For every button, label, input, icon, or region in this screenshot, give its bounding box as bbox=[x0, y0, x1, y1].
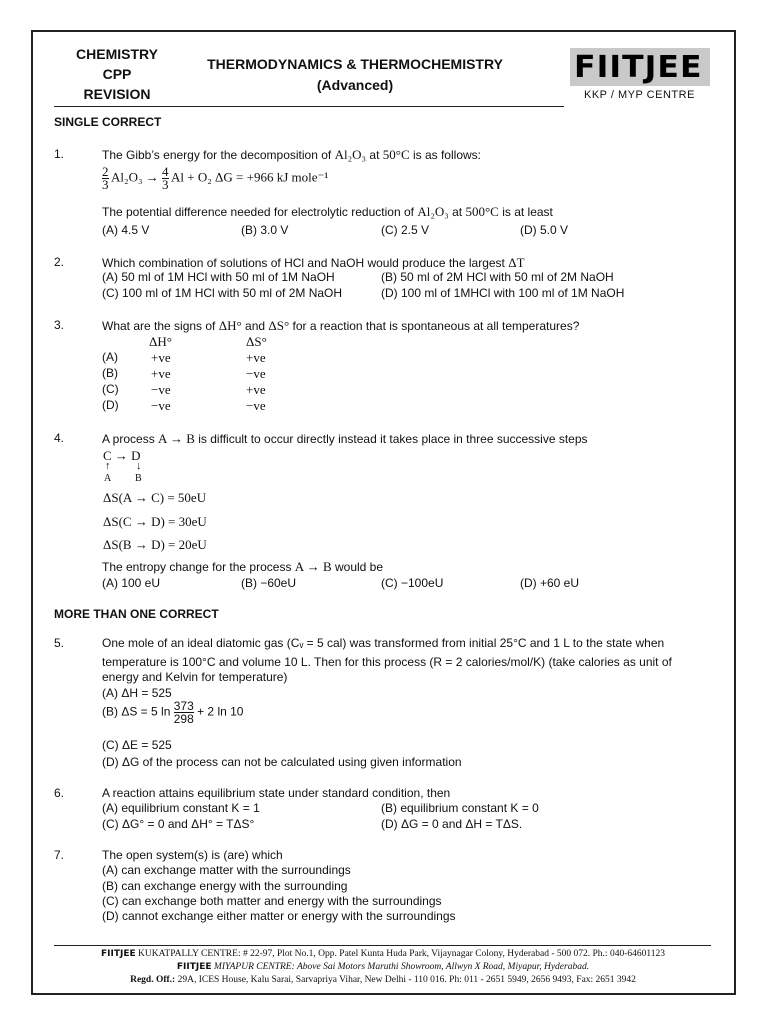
q3-row-c-s: +ve bbox=[246, 382, 266, 397]
q4-eq3: ΔS(B → D) = 20eU bbox=[103, 537, 207, 552]
q7-option-c: (C) can exchange both matter and energy with the surroundings bbox=[102, 894, 442, 908]
q1-eq-b: Al + O₂ ΔG = +966 kJ mole⁻¹ bbox=[171, 169, 329, 185]
footer-line3 bbox=[30, 975, 736, 985]
q7-text: The open system(s) is (are) which bbox=[102, 848, 283, 862]
header-divider bbox=[54, 106, 564, 107]
q5-text-b: was transformed from initial 25°C and 1 L to the state when bbox=[349, 636, 665, 650]
q1-text-c: is as follows: bbox=[412, 148, 481, 162]
q5-option-c: (C) ΔE = 525 bbox=[102, 738, 172, 752]
q4-line-c: would be bbox=[334, 560, 384, 574]
q4-text bbox=[102, 431, 588, 447]
q5-opt-b-post: + 2 ln 10 bbox=[197, 704, 244, 719]
header-title-line1: THERMODYNAMICS & THERMOCHEMISTRY bbox=[207, 56, 503, 72]
q5-option-b bbox=[102, 700, 243, 725]
q3-row-a-label: (A) bbox=[102, 350, 118, 364]
q3-row-d-h: −ve bbox=[151, 398, 171, 413]
q3-row-a-s: +ve bbox=[246, 350, 266, 365]
q1-line2-a: The potential difference needed for electrolytic reduction of bbox=[102, 205, 414, 219]
q3-col-ds: ΔS° bbox=[246, 334, 267, 349]
header-left-line3: REVISION bbox=[83, 86, 151, 102]
q2-option-d: (D) 100 ml of 1MHCl with 100 ml of 1M NaOH bbox=[381, 286, 625, 300]
q3-row-d-s: −ve bbox=[246, 398, 266, 413]
q7-option-b: (B) can exchange energy with the surrounding bbox=[102, 879, 348, 893]
centre-label: KKP / MYP CENTRE bbox=[584, 89, 695, 101]
q4-number: 4. bbox=[54, 431, 65, 445]
q1-equation bbox=[102, 166, 328, 191]
q4-option-d: (D) +60 eU bbox=[520, 576, 580, 590]
q3-text-b: for a reaction that is spontaneous at all temperatures? bbox=[292, 319, 580, 333]
q5-opt-b-pre: (B) ΔS = 5 ln bbox=[102, 704, 171, 719]
q4-line-a: The entropy change for the process bbox=[102, 560, 292, 574]
q1-option-a: (A) 4.5 V bbox=[102, 223, 150, 237]
footer-logo-1: FIITJEE bbox=[100, 949, 136, 959]
q2-text-a: Which combination of solutions of HCl and NaOH would produce the largest bbox=[102, 256, 505, 270]
q5-option-a: (A) ΔH = 525 bbox=[102, 686, 172, 700]
q1-line2-b: Al₂O₃ bbox=[417, 204, 449, 219]
q1-eq-a: Al₂O₃ → bbox=[111, 169, 162, 185]
q5-line2: temperature is 100°C and volume 10 L. Then for this process (R = 2 calories/mol/K) (take calories as unit of bbox=[102, 655, 672, 669]
header-title-line2: (Advanced) bbox=[316, 77, 394, 93]
q1-option-b: (B) 3.0 V bbox=[241, 223, 289, 237]
q6-text: A reaction attains equilibrium state under standard condition, then bbox=[102, 786, 451, 800]
section-single-correct: SINGLE CORRECT bbox=[54, 115, 162, 129]
header-title bbox=[185, 54, 525, 96]
q6-option-a: (A) equilibrium constant K = 1 bbox=[102, 801, 260, 815]
footer-line2-text: MIYAPUR CENTRE: Above Sai Motors Maruthi Showroom, Allwyn X Road, Miyapur, Hyderabad. bbox=[213, 962, 590, 972]
footer-line1 bbox=[30, 949, 736, 959]
q4-text-b: is difficult to occur directly instead it takes place in three successive steps bbox=[198, 432, 588, 446]
header-left-line1: CHEMISTRY bbox=[76, 46, 158, 62]
header-left bbox=[52, 44, 182, 104]
q7-option-d: (D) cannot exchange either matter or energy with the surroundings bbox=[102, 909, 456, 923]
footer-line2 bbox=[30, 962, 736, 972]
q4-up-arrow: ↑ bbox=[105, 460, 111, 472]
q3-row-d-label: (D) bbox=[102, 398, 119, 412]
q2-dt: ΔT bbox=[508, 255, 525, 270]
q4-label-b: B bbox=[135, 473, 142, 484]
q3-row-c-h: −ve bbox=[151, 382, 171, 397]
q3-text-a: What are the signs of bbox=[102, 319, 216, 333]
footer-logo-2: FIITJEE bbox=[176, 962, 212, 972]
q1-line2 bbox=[102, 204, 553, 220]
q4-text-a: A process bbox=[102, 432, 155, 446]
q3-number: 3. bbox=[54, 318, 65, 332]
q2-text bbox=[102, 255, 525, 271]
q2-option-b: (B) 50 ml of 2M HCl with 50 ml of 2M NaOH bbox=[381, 270, 614, 284]
footer-regd-label: Regd. Off.: bbox=[130, 975, 176, 985]
q1-line2-d: 500°C bbox=[465, 204, 499, 219]
q5-number: 5. bbox=[54, 636, 65, 650]
q6-number: 6. bbox=[54, 786, 65, 800]
q5-text bbox=[102, 636, 664, 650]
q3-row-b-label: (B) bbox=[102, 366, 118, 380]
q1-text-b: at bbox=[369, 148, 380, 162]
q6-option-b: (B) equilibrium constant K = 0 bbox=[381, 801, 539, 815]
q4-ab: A → B bbox=[158, 431, 195, 446]
q1-text-a: The Gibb’s energy for the decomposition of bbox=[102, 148, 332, 162]
q1-line2-e: is at least bbox=[502, 205, 553, 219]
q4-cd: C → D bbox=[103, 448, 141, 463]
q1-option-c: (C) 2.5 V bbox=[381, 223, 430, 237]
q3-ds: ΔS° bbox=[268, 318, 290, 333]
q6-option-d: (D) ΔG = 0 and ΔH = TΔS. bbox=[381, 817, 523, 831]
q4-option-a: (A) 100 eU bbox=[102, 576, 161, 590]
q3-dh: ΔH° bbox=[218, 318, 242, 333]
q3-and: and bbox=[245, 319, 266, 333]
q7-option-a: (A) can exchange matter with the surroundings bbox=[102, 863, 351, 877]
q4-down-arrow: ↓ bbox=[136, 460, 142, 472]
q4-line-b: A → B bbox=[294, 559, 332, 574]
q4-eq1: ΔS(A → C) = 50eU bbox=[103, 490, 207, 505]
q7-number: 7. bbox=[54, 848, 65, 862]
footer-line1-text: KUKATPALLY CENTRE: # 22-97, Plot No.1, Opp. Patel Kunta Huda Park, Vijaynagar Colony, Hyderabad - 500 072. Ph.: 040-64601123 bbox=[138, 949, 665, 959]
footer-divider bbox=[54, 945, 711, 946]
footer-line3-text: 29A, ICES House, Kalu Sarai, Sarvapriya Vihar, New Delhi - 110 016. Ph: 011 - 2651 5949, 2656 9493, Fax: 2651 3942 bbox=[177, 975, 636, 985]
q4-option-c: (C) −100eU bbox=[381, 576, 444, 590]
q1-temp: 50°C bbox=[382, 147, 410, 162]
q2-number: 2. bbox=[54, 255, 65, 269]
section-more-than-one: MORE THAN ONE CORRECT bbox=[54, 607, 219, 621]
q5-frac: $\frac{373}{298}$ bbox=[173, 699, 194, 726]
q6-option-c: (C) ΔG° = 0 and ΔH° = TΔS° bbox=[102, 817, 255, 831]
q1-number: 1. bbox=[54, 147, 65, 161]
q5-text-a: One mole of an ideal diatomic gas bbox=[102, 636, 284, 650]
q3-col-dh: ΔH° bbox=[149, 334, 172, 349]
q3-row-a-h: +ve bbox=[151, 350, 171, 365]
q4-line bbox=[102, 559, 383, 575]
header-left-line2: CPP bbox=[102, 66, 132, 82]
fiitjee-logo: FIITJEE bbox=[574, 50, 703, 85]
q4-label-a: A bbox=[104, 473, 112, 484]
q4-option-b: (B) −60eU bbox=[241, 576, 297, 590]
q1-frac1: $\frac{2}{3}$ bbox=[102, 164, 109, 192]
q1-line2-c: at bbox=[452, 205, 463, 219]
q5-option-d: (D) ΔG of the process can not be calculated using given information bbox=[102, 755, 462, 769]
q2-option-a: (A) 50 ml of 1M HCl with 50 ml of 1M NaOH bbox=[102, 270, 335, 284]
q1-frac2: $\frac{4}{3}$ bbox=[162, 164, 169, 192]
q4-eq2: ΔS(C → D) = 30eU bbox=[103, 514, 207, 529]
q2-option-c: (C) 100 ml of 1M HCl with 50 ml of 2M NaOH bbox=[102, 286, 343, 300]
q3-text bbox=[102, 318, 579, 334]
q5-cv: (Cᵥ = 5 cal) bbox=[286, 636, 347, 650]
q3-row-b-h: +ve bbox=[151, 366, 171, 381]
q3-row-c-label: (C) bbox=[102, 382, 119, 396]
q3-row-b-s: −ve bbox=[246, 366, 266, 381]
q1-option-d: (D) 5.0 V bbox=[520, 223, 569, 237]
q1-al2o3: Al₂O₃ bbox=[334, 147, 367, 162]
q5-line3: energy and Kelvin for temperature) bbox=[102, 670, 288, 684]
q1-text bbox=[102, 147, 481, 163]
